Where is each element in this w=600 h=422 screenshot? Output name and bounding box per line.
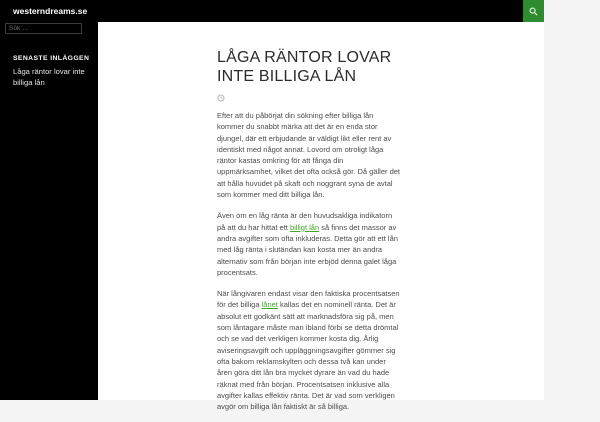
search-input[interactable] (5, 23, 82, 34)
paragraph (217, 110, 401, 200)
paragraph (217, 288, 401, 412)
recent-posts-heading: SENASTE INLÄGGEN (13, 55, 90, 62)
post-title: LÅGA RÄNTOR LOVAR INTE BILLIGA LÅN (217, 49, 392, 85)
search-icon (529, 7, 538, 16)
post-meta (217, 89, 422, 99)
paragraph-text: När långivaren endast visar den faktiska procentsatsen för det billiga (217, 289, 400, 310)
inline-link-lanet[interactable]: lånet (261, 300, 278, 310)
sidebar-recent-post-link[interactable]: Låga räntor lovar inte billiga lån (13, 67, 85, 87)
inline-link-billigt-lan[interactable]: billigt lån (289, 222, 320, 232)
paragraph-text: Efter att du påbörjat din sökning efter billiga lån kommer du snabbt märka att det är en enda stor djungel, där ett erbjudande är väldigt likt eller rent av identiskt med något annat. Lovord om otroligt låga räntor kastas omkring för att fånga din uppmärksamhet, vilket det ofta också gör. Då gäller det att hålla huvudet på skaft och noggrant syna de avtal som kommer med ditt billiga lån. (217, 111, 401, 200)
top-bar (0, 0, 544, 22)
search-toggle-button[interactable] (523, 0, 544, 22)
primary-sidebar (0, 0, 98, 400)
clock-icon[interactable] (217, 89, 225, 107)
post-body (217, 110, 401, 412)
site-title-link[interactable]: westerndreams.se (13, 6, 88, 16)
paragraph-text: så finns det massor av andra avgifter som ofta inkluderas. Detta gör att ett lån med låg ränta i slutändan kan kosta mer än andra alternativ som från början inte erbjöd denna galet låga procentsats. (217, 222, 398, 277)
post-article (217, 48, 422, 422)
content-area (98, 22, 544, 412)
paragraph (217, 210, 401, 278)
paragraph-text: Även om en låg ränta är den huvudsakliga indikatorn på att du har hittat ett (217, 211, 393, 232)
paragraph-text: kallas det en nominell ränta. Det är absolut ett godkänt sätt att marknadsföra sig på, men som låntagare måste man ibland förbi se detta drömtal och se vad det verkligen kommer kosta dig. Årlig aviseringsavgift och uppläggningsavgifter gömmer sig ofta bakom reklamskylten och dessa två kan under åren göra ditt lån bra mycket dyrare än vad du hade räknat med från början. Procentsatsen inklusive alla avgifter kallas effektiv ränta. Det är vad som verkligen avgör om billiga lån faktiskt är så billiga. (217, 300, 399, 412)
